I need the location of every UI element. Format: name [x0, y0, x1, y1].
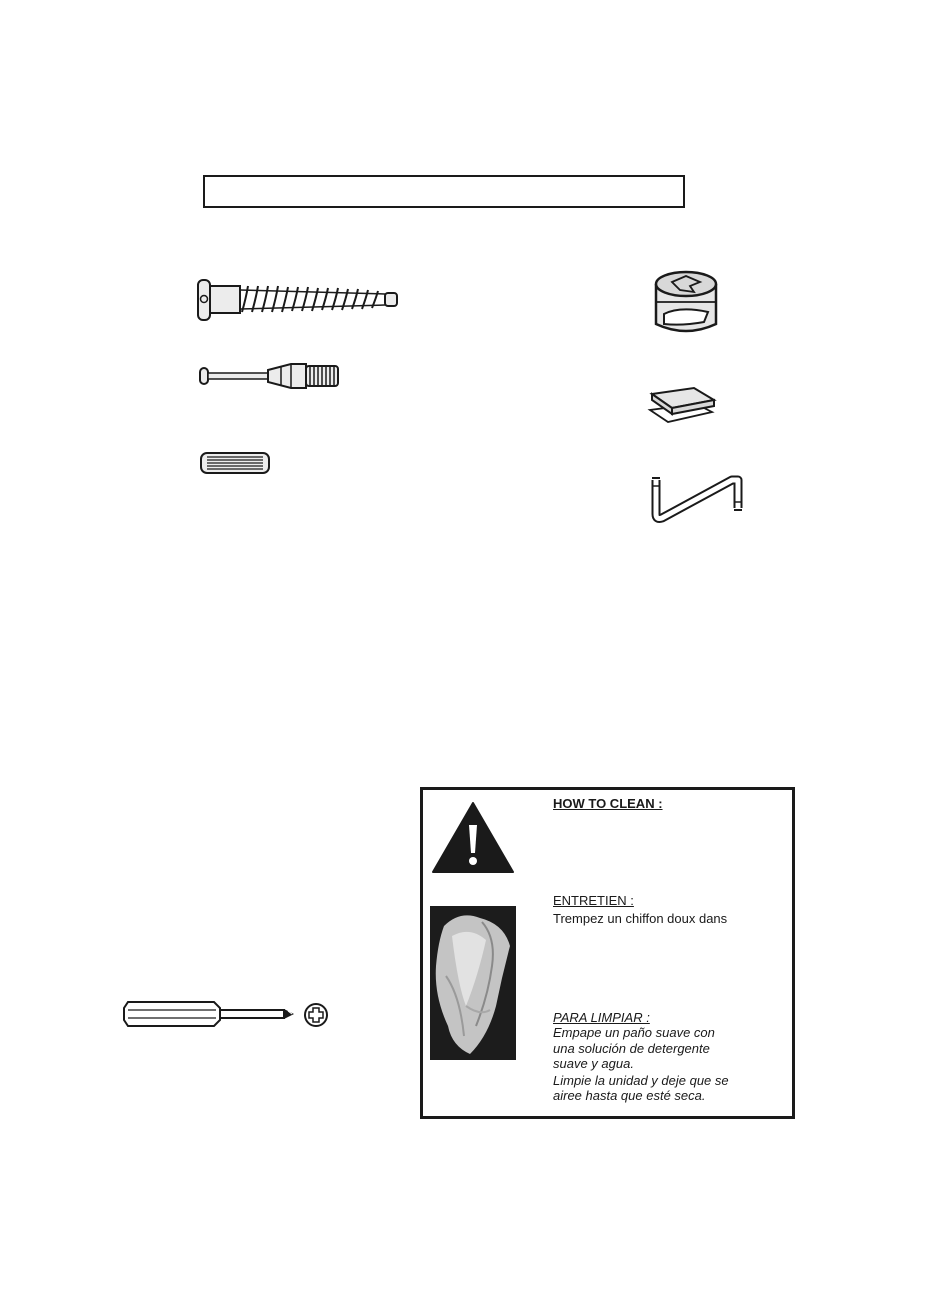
care-heading-spanish: PARA LIMPIAR : [553, 1010, 650, 1025]
cleaning-cloth-image [430, 906, 516, 1060]
care-text-french-1: Trempez un chiffon doux dans [553, 911, 728, 926]
care-text-spanish-4: Limpie la unidad y deje que se [553, 1073, 729, 1088]
cam-lock-icon [650, 266, 722, 340]
cam-dowel-icon [196, 360, 346, 392]
care-text-spanish-3: suave y agua. [553, 1056, 634, 1071]
care-text-spanish-2: una solución de detergente [553, 1041, 710, 1056]
allen-key-icon [648, 466, 752, 526]
care-text-spanish-5: airee hasta que esté seca. [553, 1088, 706, 1103]
phillips-head-icon [303, 1002, 329, 1028]
felt-pad-icon [646, 382, 718, 428]
care-text-spanish-1: Empape un paño suave con [553, 1025, 715, 1040]
wood-dowel-icon [198, 450, 274, 476]
care-heading-english: HOW TO CLEAN : [553, 796, 663, 811]
warning-icon [431, 801, 515, 874]
care-heading-french: ENTRETIEN : [553, 893, 634, 908]
cam-bolt-icon [190, 276, 405, 324]
hardware-header-box [203, 175, 685, 208]
